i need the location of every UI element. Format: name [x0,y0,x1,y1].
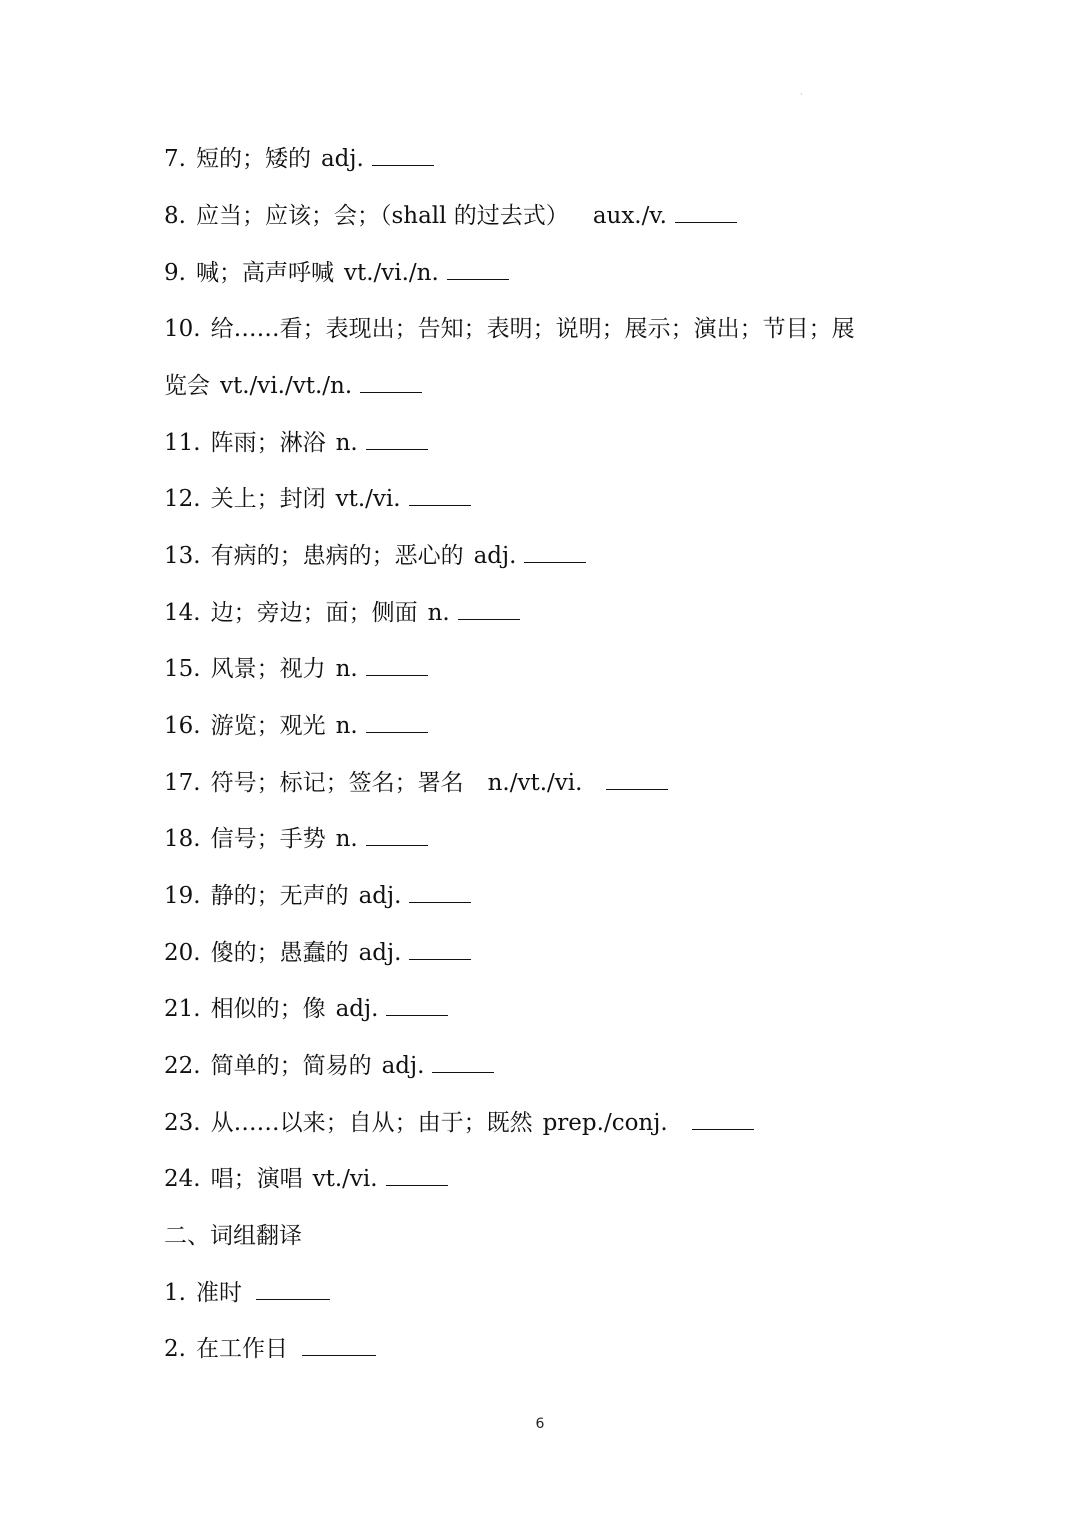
vocab-item-24 [164,1163,448,1195]
vocab-item-20 [164,937,471,969]
answer-blank[interactable] [447,261,509,280]
item-meaning: 览会 [164,373,210,399]
item-meaning: 有病的；患病的；恶心的 [210,543,464,569]
item-meaning: 阵雨；淋浴 [210,430,326,456]
item-meaning: 从……以来；自从；由于；既然 [210,1110,533,1136]
item-pos: adj. [473,543,517,569]
item-pos: n. [335,826,358,852]
item-number: 9. [164,260,186,286]
vocab-item-12 [164,483,471,515]
item-meaning: 在工作日 [195,1336,288,1362]
item-pos: adj. [335,996,379,1022]
item-number: 2. [164,1336,186,1362]
answer-blank[interactable] [386,997,448,1016]
item-number: 24. [164,1166,201,1192]
item-meaning: 符号；标记；签名；署名 [210,770,464,796]
item-meaning: 唱；演唱 [210,1166,303,1192]
item-number: 11. [164,430,201,456]
item-pos: vt./vi./n. [343,260,439,286]
answer-blank[interactable] [409,884,471,903]
item-pos: vt./vi./vt./n. [220,373,353,399]
phrase-item-1 [164,1277,330,1309]
item-number: 23. [164,1110,201,1136]
item-pos: adj. [320,146,364,172]
item-meaning: 边；旁边；面；侧面 [210,600,418,626]
item-number: 18. [164,826,201,852]
answer-blank[interactable] [366,657,428,676]
item-meaning: 静的；无声的 [210,883,349,909]
item-meaning: 短的；矮的 [195,146,311,172]
vocab-item-10-continued [164,370,422,402]
item-pos: vt./vi. [335,486,401,512]
answer-blank[interactable] [409,487,471,506]
item-number: 21. [164,996,201,1022]
vocab-item-17 [164,767,668,799]
item-number: 15. [164,656,201,682]
answer-blank[interactable] [675,204,737,223]
item-meaning: 关上；封闭 [210,486,326,512]
vocab-item-22 [164,1050,494,1082]
answer-blank[interactable] [366,714,428,733]
answer-blank[interactable] [366,827,428,846]
answer-blank[interactable] [692,1111,754,1130]
vocab-item-7 [164,143,434,175]
item-meaning: 相似的；像 [210,996,326,1022]
item-pos: adj. [381,1053,425,1079]
item-pos: n. [335,713,358,739]
scan-dot: · [800,90,803,99]
item-pos: aux./v. [592,203,667,229]
answer-blank[interactable] [256,1281,330,1300]
vocab-item-19 [164,880,471,912]
answer-blank[interactable] [409,941,471,960]
item-number: 1. [164,1280,186,1306]
item-meaning: 给……看；表现出；告知；表明；说明；展示；演出；节目；展 [210,316,855,342]
item-number: 17. [164,770,201,796]
item-pos: vt./vi. [312,1166,378,1192]
item-number: 20. [164,940,201,966]
vocab-item-10 [164,313,855,345]
phrase-item-2 [164,1333,376,1365]
item-pos: prep./conj. [542,1110,668,1136]
item-number: 14. [164,600,201,626]
item-pos: adj. [358,883,402,909]
answer-blank[interactable] [458,601,520,620]
vocab-item-21 [164,993,448,1025]
answer-blank[interactable] [524,544,586,563]
item-meaning: 简单的；简易的 [210,1053,372,1079]
answer-blank[interactable] [372,147,434,166]
vocab-item-16 [164,710,428,742]
vocab-item-8 [164,200,737,232]
vocab-item-9 [164,257,509,289]
section-heading [164,1220,302,1252]
answer-blank[interactable] [432,1054,494,1073]
item-meaning: 信号；手势 [210,826,326,852]
item-number: 22. [164,1053,201,1079]
vocab-item-13 [164,540,586,572]
section-title: 二、词组翻译 [164,1223,302,1249]
item-meaning: 风景；视力 [210,656,326,682]
vocab-item-18 [164,823,428,855]
item-number: 19. [164,883,201,909]
answer-blank[interactable] [606,771,668,790]
item-number: 10. [164,316,201,342]
item-pos: n./vt./vi. [487,770,583,796]
item-meaning: 应当；应该；会；（shall 的过去式） [195,203,569,229]
answer-blank[interactable] [366,431,428,450]
vocab-item-23 [164,1107,754,1139]
answer-blank[interactable] [386,1167,448,1186]
item-number: 13. [164,543,201,569]
item-number: 12. [164,486,201,512]
item-number: 7. [164,146,186,172]
answer-blank[interactable] [302,1337,376,1356]
answer-blank[interactable] [360,374,422,393]
item-pos: n. [335,656,358,682]
item-meaning: 游览；观光 [210,713,326,739]
item-number: 8. [164,203,186,229]
item-number: 16. [164,713,201,739]
vocab-item-15 [164,653,428,685]
page-number: 6 [535,1416,545,1432]
item-meaning: 傻的；愚蠢的 [210,940,349,966]
item-meaning: 准时 [195,1280,242,1306]
item-pos: n. [427,600,450,626]
vocab-item-11 [164,427,428,459]
item-meaning: 喊；高声呼喊 [195,260,334,286]
item-pos: adj. [358,940,402,966]
item-pos: n. [335,430,358,456]
vocab-item-14 [164,597,520,629]
